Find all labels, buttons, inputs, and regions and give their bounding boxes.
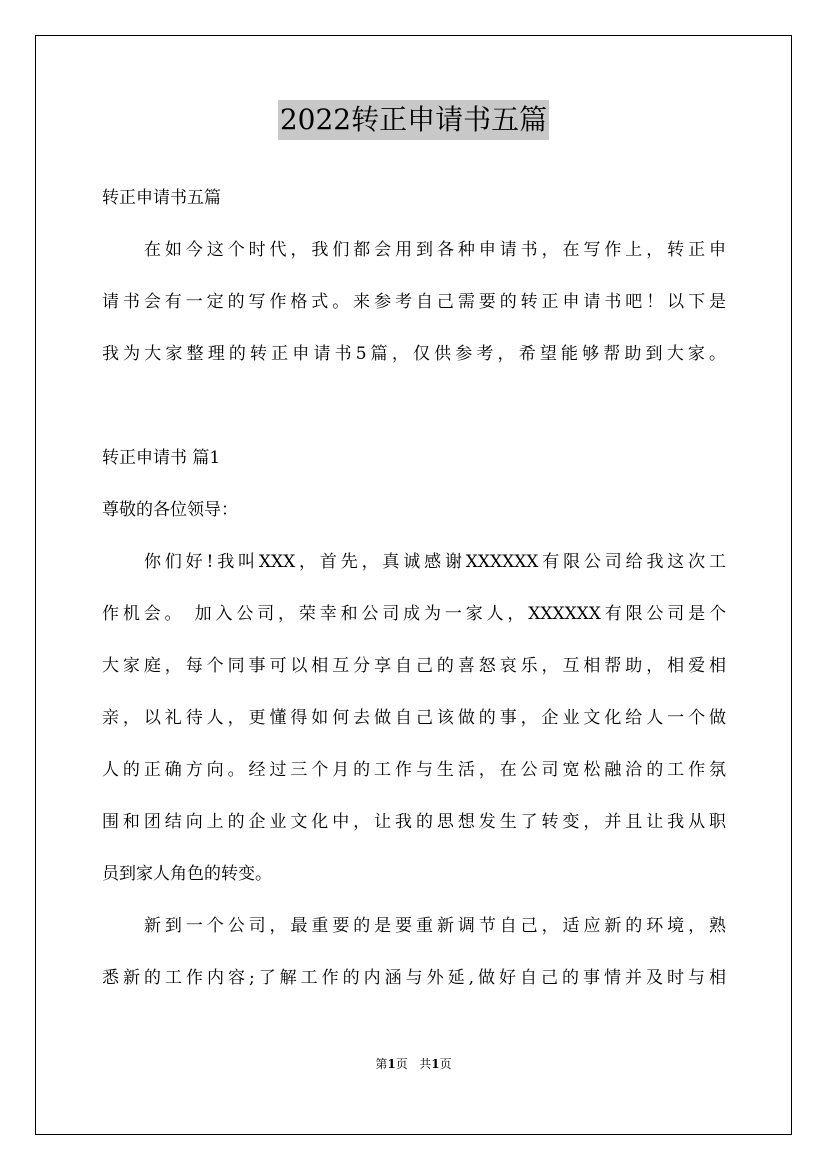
- intro-line: 我为大家整理的转正申请书5篇，仅供参考，希望能够帮助到大家。: [102, 344, 726, 364]
- paragraph-line: 围和团结向上的企业文化中，让我的思想发生了转变，并且让我从职: [102, 812, 726, 832]
- total-pages: 1: [431, 1057, 440, 1071]
- paragraph-line: 人的正确方向。经过三个月的工作与生活，在公司宽松融洽的工作氛: [102, 760, 726, 780]
- intro-line: 请书会有一定的写作格式。来参考自己需要的转正申请书吧！以下是: [102, 292, 726, 312]
- document-title: 2022转正申请书五篇: [278, 100, 549, 140]
- paragraph-line: 作机会。 加入公司，荣幸和公司成为一家人，XXXXXX有限公司是个: [102, 604, 726, 624]
- total-suffix: 页: [439, 1057, 452, 1071]
- paragraph-line: 员到家人角色的转变。: [102, 864, 272, 884]
- section-heading: 转正申请书 篇1: [102, 448, 221, 468]
- paragraph-line: 亲，以礼待人，更懂得如何去做自己该做的事，企业文化给人一个做: [102, 708, 726, 728]
- document-body: [102, 172, 726, 1004]
- paragraph-line: 悉新的工作内容;了解工作的内涵与外延,做好自己的事情并及时与相: [102, 968, 726, 988]
- page-number: 1: [387, 1057, 396, 1071]
- title-area: [0, 100, 827, 140]
- salutation: 尊敬的各位领导：: [102, 500, 238, 520]
- total-prefix: 共: [419, 1057, 432, 1071]
- paragraph-line: 新到一个公司，最重要的是要重新调节自己，适应新的环境，熟: [144, 916, 726, 936]
- page-prefix: 第: [375, 1057, 388, 1071]
- document-subtitle: 转正申请书五篇: [102, 188, 221, 208]
- intro-line: 在如今这个时代，我们都会用到各种申请书，在写作上，转正申: [144, 240, 726, 260]
- paragraph-line: 大家庭，每个同事可以相互分享自己的喜怒哀乐，互相帮助，相爱相: [102, 656, 726, 676]
- page-suffix: 页: [395, 1057, 408, 1071]
- page-footer: [0, 1054, 827, 1074]
- blank-line: [102, 380, 726, 432]
- paragraph-line: 你们好!我叫XXX，首先，真诚感谢XXXXXX有限公司给我这次工: [144, 552, 726, 572]
